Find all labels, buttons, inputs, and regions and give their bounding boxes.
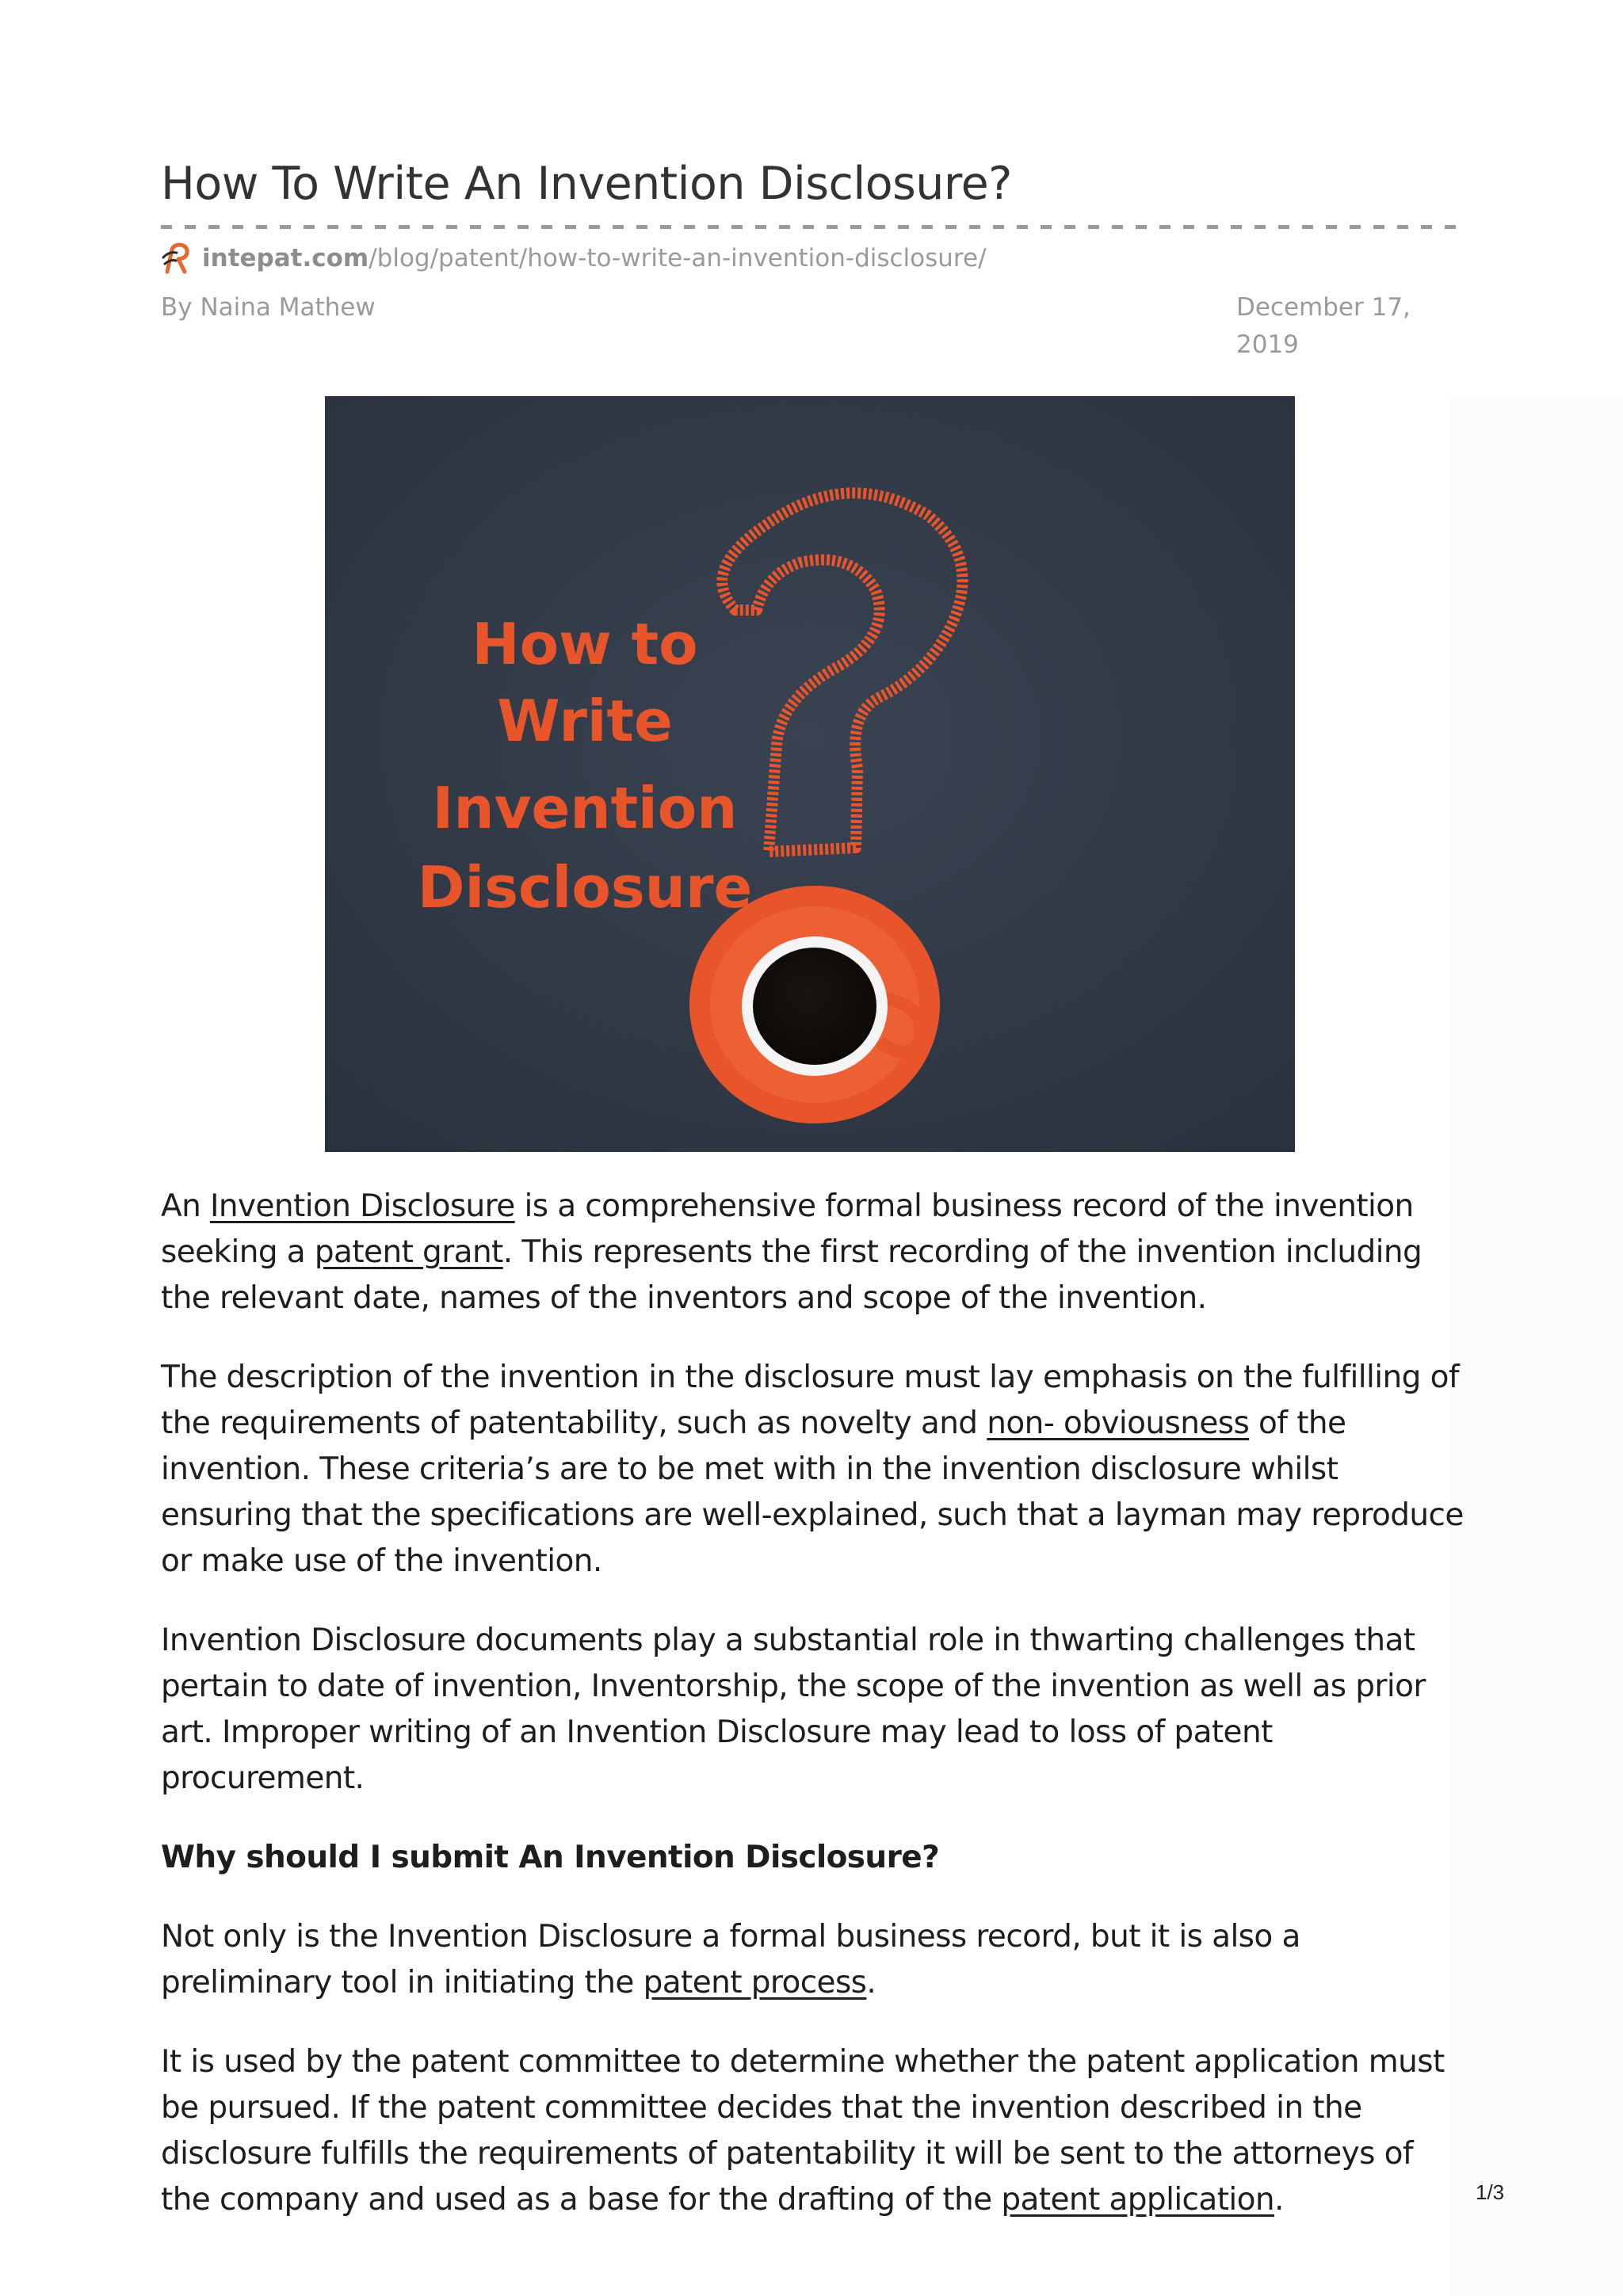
page-title: How To Write An Invention Disclosure? — [161, 158, 1012, 210]
source-path: /blog/patent/how-to-write-an-invention-disclosure/ — [369, 244, 987, 273]
publish-date — [1236, 289, 1419, 364]
article-body — [161, 1184, 1465, 2256]
paragraph-text: is a comprehensive formal business record of the invention seeking a — [161, 1188, 1414, 1270]
paragraph-text: Not only is the Invention Disclosure a formal business record, but it is also a preliminary tool in initiating the — [161, 1919, 1300, 2000]
hero-text-line4: Disclosure — [417, 854, 753, 921]
hero-text-line2: Write — [497, 688, 673, 754]
paragraph-intro — [161, 1184, 1465, 1322]
paragraph-text: . — [866, 1965, 876, 2000]
author-byline: By Naina Mathew — [161, 293, 376, 322]
paragraph-text: An — [161, 1188, 210, 1224]
paragraph-patent-committee — [161, 2039, 1465, 2223]
patent-application-link[interactable]: patent application — [1001, 2182, 1275, 2218]
page-margin-shade — [1450, 396, 1623, 2296]
publish-date-year: 2019 — [1236, 330, 1299, 359]
paragraph-formal-record — [161, 1914, 1465, 2006]
invention-disclosure-link[interactable]: Invention Disclosure — [210, 1188, 515, 1224]
hero-text-line3: Invention — [432, 775, 738, 841]
paragraph-description — [161, 1355, 1465, 1585]
paragraph-text: of the invention. These criteria’s are to be met with in the invention disclosure whilst ensuring that the specifications are well-explained, such that a layman may reproduce or make use of the invention. — [161, 1405, 1464, 1579]
section-heading-why-submit: Why should I submit An Invention Disclosure? — [161, 1840, 940, 1875]
source-line — [161, 240, 1465, 277]
paragraph-text: It is used by the patent committee to determine whether the patent application must be pursued. If the patent committee decides that the invention described in the disclosure fulfills the requirements of patentability it will be sent to the attorneys of the company and used as a base for the drafting of the — [161, 2044, 1445, 2218]
page-number: 1/3 — [1476, 2180, 1505, 2204]
patent-process-link[interactable]: patent process — [643, 1965, 867, 2000]
coffee-cup-icon — [689, 886, 940, 1123]
intepat-logo-icon — [161, 242, 191, 275]
non-obviousness-link[interactable]: non- obviousness — [987, 1405, 1250, 1441]
source-domain-link[interactable]: intepat.com — [202, 244, 369, 273]
patent-grant-link[interactable]: patent grant — [314, 1234, 503, 1270]
article-meta — [161, 289, 1465, 378]
paragraph-text: . — [1274, 2182, 1284, 2218]
paragraph-text: The description of the invention in the disclosure must lay emphasis on the fulfilling of the requirements of patentability, such as novelty and — [161, 1360, 1459, 1441]
publish-date-month-day: December 17, — [1236, 293, 1411, 322]
paragraph-documents-role: Invention Disclosure documents play a substantial role in thwarting challenges that pertain to date of invention, Inventorship, the scope of the invention as well as prior art. Improper writing of an Invention Disclosure may lead to loss of patent procurement. — [161, 1623, 1426, 1796]
paragraph-text: . This represents the first recording of the invention including the relevant date, names of the inventors and scope of the invention. — [161, 1234, 1423, 1316]
title-divider — [161, 225, 1465, 229]
hero-image — [325, 396, 1295, 1152]
article-header — [161, 151, 1465, 378]
hero-text-line1: How to — [472, 611, 698, 677]
